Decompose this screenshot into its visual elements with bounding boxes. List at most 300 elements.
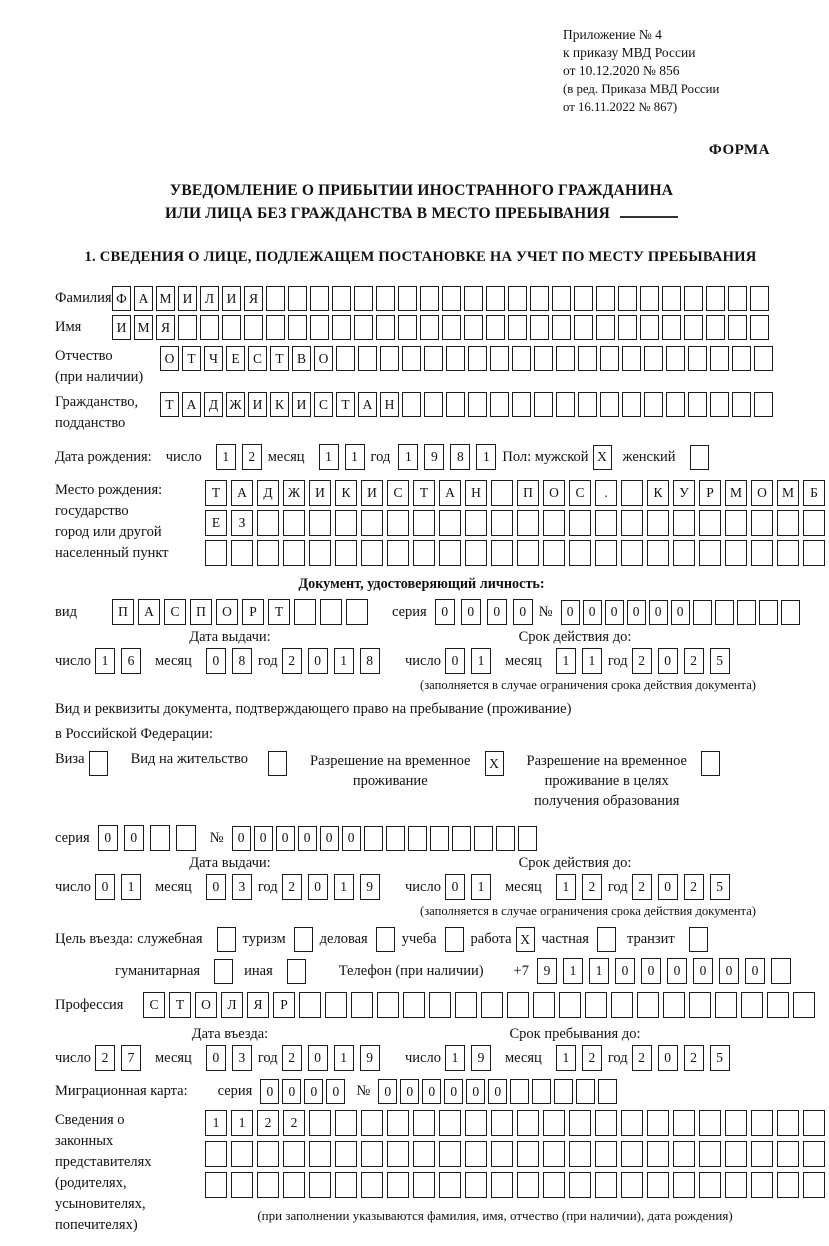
char-cell[interactable]: М bbox=[156, 286, 175, 311]
char-cell[interactable] bbox=[439, 1110, 461, 1136]
char-cell[interactable] bbox=[706, 315, 725, 340]
char-cell[interactable] bbox=[569, 1172, 591, 1198]
char-cell[interactable]: 9 bbox=[360, 874, 380, 900]
char-cell[interactable] bbox=[728, 315, 747, 340]
char-cell[interactable] bbox=[663, 992, 685, 1018]
char-cell[interactable] bbox=[424, 392, 443, 417]
char-cell[interactable]: 7 bbox=[121, 1045, 141, 1071]
char-cell[interactable] bbox=[689, 927, 708, 952]
char-cell[interactable]: Ч bbox=[204, 346, 223, 371]
char-cell[interactable]: 2 bbox=[242, 444, 262, 470]
char-cell[interactable] bbox=[442, 286, 461, 311]
char-cell[interactable] bbox=[387, 1172, 409, 1198]
char-cell[interactable]: С bbox=[143, 992, 165, 1018]
char-cell[interactable] bbox=[543, 1110, 565, 1136]
char-cell[interactable]: Р bbox=[273, 992, 295, 1018]
char-cell[interactable] bbox=[732, 346, 751, 371]
char-cell[interactable] bbox=[673, 510, 695, 536]
char-cell[interactable] bbox=[647, 510, 669, 536]
char-cell[interactable] bbox=[596, 286, 615, 311]
char-cell[interactable]: 0 bbox=[466, 1079, 485, 1104]
char-cell[interactable] bbox=[332, 286, 351, 311]
char-cell[interactable]: 5 bbox=[710, 874, 730, 900]
char-cell[interactable]: 1 bbox=[563, 958, 583, 984]
char-cell[interactable]: 0 bbox=[422, 1079, 441, 1104]
char-cell[interactable] bbox=[751, 1110, 773, 1136]
char-cell[interactable]: 0 bbox=[435, 599, 455, 625]
char-cell[interactable] bbox=[803, 540, 825, 566]
char-cell[interactable] bbox=[640, 315, 659, 340]
char-cell[interactable]: И bbox=[309, 480, 331, 506]
char-cell[interactable] bbox=[474, 826, 493, 851]
char-cell[interactable] bbox=[335, 510, 357, 536]
char-cell[interactable]: 1 bbox=[476, 444, 496, 470]
char-cell[interactable] bbox=[376, 286, 395, 311]
char-cell[interactable] bbox=[465, 1172, 487, 1198]
char-cell[interactable] bbox=[569, 1110, 591, 1136]
char-cell[interactable] bbox=[387, 510, 409, 536]
char-cell[interactable] bbox=[217, 927, 236, 952]
char-cell[interactable] bbox=[89, 751, 108, 776]
char-cell[interactable]: Р bbox=[242, 599, 264, 625]
char-cell[interactable] bbox=[595, 510, 617, 536]
char-cell[interactable] bbox=[413, 1110, 435, 1136]
char-cell[interactable] bbox=[510, 1079, 529, 1104]
char-cell[interactable]: 1 bbox=[334, 648, 354, 674]
char-cell[interactable] bbox=[439, 1172, 461, 1198]
char-cell[interactable]: 1 bbox=[582, 648, 602, 674]
char-cell[interactable] bbox=[534, 346, 553, 371]
char-cell[interactable]: Т bbox=[413, 480, 435, 506]
char-cell[interactable] bbox=[710, 392, 729, 417]
char-cell[interactable] bbox=[309, 1110, 331, 1136]
char-cell[interactable]: 1 bbox=[589, 958, 609, 984]
char-cell[interactable] bbox=[413, 1172, 435, 1198]
char-cell[interactable] bbox=[200, 315, 219, 340]
char-cell[interactable] bbox=[429, 992, 451, 1018]
char-cell[interactable]: Т bbox=[270, 346, 289, 371]
char-cell[interactable] bbox=[673, 1110, 695, 1136]
char-cell[interactable] bbox=[336, 346, 355, 371]
char-cell[interactable]: 0 bbox=[488, 1079, 507, 1104]
char-cell[interactable] bbox=[335, 1172, 357, 1198]
char-cell[interactable]: 1 bbox=[334, 1045, 354, 1071]
char-cell[interactable] bbox=[231, 1141, 253, 1167]
char-cell[interactable] bbox=[688, 346, 707, 371]
char-cell[interactable]: 0 bbox=[304, 1079, 323, 1104]
char-cell[interactable]: 9 bbox=[537, 958, 557, 984]
char-cell[interactable]: Л bbox=[221, 992, 243, 1018]
char-cell[interactable] bbox=[576, 1079, 595, 1104]
char-cell[interactable]: 2 bbox=[632, 648, 652, 674]
char-cell[interactable] bbox=[715, 992, 737, 1018]
char-cell[interactable] bbox=[445, 927, 464, 952]
char-cell[interactable]: 2 bbox=[582, 874, 602, 900]
char-cell[interactable] bbox=[534, 392, 553, 417]
char-cell[interactable] bbox=[464, 286, 483, 311]
char-cell[interactable]: Ж bbox=[226, 392, 245, 417]
char-cell[interactable]: 0 bbox=[308, 1045, 328, 1071]
char-cell[interactable] bbox=[346, 599, 368, 625]
char-cell[interactable] bbox=[424, 346, 443, 371]
char-cell[interactable]: 0 bbox=[583, 600, 602, 625]
char-cell[interactable] bbox=[205, 1172, 227, 1198]
char-cell[interactable] bbox=[552, 286, 571, 311]
char-cell[interactable] bbox=[621, 480, 643, 506]
char-cell[interactable]: И bbox=[248, 392, 267, 417]
char-cell[interactable]: Ф bbox=[112, 286, 131, 311]
char-cell[interactable] bbox=[413, 540, 435, 566]
char-cell[interactable] bbox=[621, 1141, 643, 1167]
char-cell[interactable] bbox=[647, 1141, 669, 1167]
char-cell[interactable]: 2 bbox=[684, 874, 704, 900]
char-cell[interactable] bbox=[569, 510, 591, 536]
char-cell[interactable] bbox=[596, 315, 615, 340]
char-cell[interactable]: У bbox=[673, 480, 695, 506]
char-cell[interactable] bbox=[803, 1110, 825, 1136]
char-cell[interactable] bbox=[496, 826, 515, 851]
char-cell[interactable]: И bbox=[178, 286, 197, 311]
char-cell[interactable] bbox=[725, 510, 747, 536]
char-cell[interactable] bbox=[777, 510, 799, 536]
char-cell[interactable]: 0 bbox=[308, 874, 328, 900]
char-cell[interactable] bbox=[512, 346, 531, 371]
char-cell[interactable] bbox=[309, 1141, 331, 1167]
char-cell[interactable] bbox=[413, 510, 435, 536]
char-cell[interactable]: 0 bbox=[400, 1079, 419, 1104]
char-cell[interactable]: Т bbox=[205, 480, 227, 506]
char-cell[interactable]: 0 bbox=[276, 826, 295, 851]
char-cell[interactable]: О bbox=[543, 480, 565, 506]
char-cell[interactable] bbox=[662, 315, 681, 340]
char-cell[interactable] bbox=[517, 540, 539, 566]
char-cell[interactable] bbox=[268, 751, 287, 776]
char-cell[interactable]: 1 bbox=[121, 874, 141, 900]
char-cell[interactable]: В bbox=[292, 346, 311, 371]
char-cell[interactable] bbox=[754, 346, 773, 371]
char-cell[interactable] bbox=[597, 927, 616, 952]
char-cell[interactable] bbox=[309, 510, 331, 536]
char-cell[interactable] bbox=[376, 927, 395, 952]
char-cell[interactable] bbox=[767, 992, 789, 1018]
char-cell[interactable]: П bbox=[112, 599, 134, 625]
char-cell[interactable]: 0 bbox=[206, 648, 226, 674]
char-cell[interactable]: М bbox=[777, 480, 799, 506]
char-cell[interactable] bbox=[439, 510, 461, 536]
char-cell[interactable] bbox=[288, 315, 307, 340]
char-cell[interactable] bbox=[465, 1141, 487, 1167]
char-cell[interactable] bbox=[320, 599, 342, 625]
char-cell[interactable] bbox=[751, 510, 773, 536]
char-cell[interactable]: Т bbox=[169, 992, 191, 1018]
char-cell[interactable] bbox=[621, 1172, 643, 1198]
char-cell[interactable]: 0 bbox=[254, 826, 273, 851]
char-cell[interactable]: 2 bbox=[684, 1045, 704, 1071]
char-cell[interactable]: 1 bbox=[556, 1045, 576, 1071]
char-cell[interactable] bbox=[574, 286, 593, 311]
char-cell[interactable]: О bbox=[751, 480, 773, 506]
char-cell[interactable]: 1 bbox=[231, 1110, 253, 1136]
char-cell[interactable] bbox=[486, 286, 505, 311]
char-cell[interactable] bbox=[465, 510, 487, 536]
char-cell[interactable] bbox=[725, 1172, 747, 1198]
char-cell[interactable] bbox=[490, 392, 509, 417]
char-cell[interactable] bbox=[689, 992, 711, 1018]
char-cell[interactable] bbox=[288, 286, 307, 311]
char-cell[interactable] bbox=[377, 992, 399, 1018]
char-cell[interactable] bbox=[803, 1141, 825, 1167]
char-cell[interactable] bbox=[205, 540, 227, 566]
char-cell[interactable]: 2 bbox=[582, 1045, 602, 1071]
char-cell[interactable] bbox=[176, 825, 196, 851]
char-cell[interactable] bbox=[439, 1141, 461, 1167]
char-cell[interactable] bbox=[446, 346, 465, 371]
char-cell[interactable] bbox=[543, 510, 565, 536]
char-cell[interactable]: 0 bbox=[232, 826, 251, 851]
char-cell[interactable]: А bbox=[231, 480, 253, 506]
char-cell[interactable]: С bbox=[387, 480, 409, 506]
char-cell[interactable] bbox=[543, 1172, 565, 1198]
char-cell[interactable] bbox=[622, 346, 641, 371]
char-cell[interactable] bbox=[266, 315, 285, 340]
char-cell[interactable] bbox=[420, 315, 439, 340]
char-cell[interactable] bbox=[361, 510, 383, 536]
char-cell[interactable] bbox=[464, 315, 483, 340]
char-cell[interactable]: 1 bbox=[471, 874, 491, 900]
char-cell[interactable] bbox=[465, 1110, 487, 1136]
char-cell[interactable]: 0 bbox=[658, 648, 678, 674]
char-cell[interactable] bbox=[725, 540, 747, 566]
char-cell[interactable] bbox=[777, 540, 799, 566]
char-cell[interactable] bbox=[732, 392, 751, 417]
char-cell[interactable]: 0 bbox=[745, 958, 765, 984]
char-cell[interactable] bbox=[693, 600, 712, 625]
char-cell[interactable] bbox=[554, 1079, 573, 1104]
char-cell[interactable] bbox=[530, 286, 549, 311]
char-cell[interactable] bbox=[530, 315, 549, 340]
char-cell[interactable] bbox=[491, 540, 513, 566]
char-cell[interactable] bbox=[517, 1141, 539, 1167]
char-cell[interactable] bbox=[439, 540, 461, 566]
char-cell[interactable]: М bbox=[725, 480, 747, 506]
char-cell[interactable] bbox=[666, 346, 685, 371]
char-cell[interactable] bbox=[803, 1172, 825, 1198]
char-cell[interactable]: Т bbox=[182, 346, 201, 371]
char-cell[interactable]: О bbox=[314, 346, 333, 371]
char-cell[interactable] bbox=[751, 1172, 773, 1198]
char-cell[interactable]: И bbox=[222, 286, 241, 311]
char-cell[interactable] bbox=[618, 315, 637, 340]
char-cell[interactable] bbox=[640, 286, 659, 311]
char-cell[interactable] bbox=[793, 992, 815, 1018]
char-cell[interactable]: А bbox=[439, 480, 461, 506]
char-cell[interactable] bbox=[214, 959, 233, 984]
char-cell[interactable] bbox=[387, 540, 409, 566]
char-cell[interactable]: 9 bbox=[424, 444, 444, 470]
char-cell[interactable]: 0 bbox=[658, 874, 678, 900]
char-cell[interactable] bbox=[598, 1079, 617, 1104]
char-cell[interactable] bbox=[684, 286, 703, 311]
char-cell[interactable]: 2 bbox=[632, 1045, 652, 1071]
char-cell[interactable] bbox=[777, 1110, 799, 1136]
char-cell[interactable]: 8 bbox=[360, 648, 380, 674]
char-cell[interactable]: 0 bbox=[124, 825, 144, 851]
char-cell[interactable]: К bbox=[335, 480, 357, 506]
char-cell[interactable] bbox=[294, 927, 313, 952]
char-cell[interactable]: 1 bbox=[205, 1110, 227, 1136]
char-cell[interactable] bbox=[600, 392, 619, 417]
char-cell[interactable] bbox=[673, 540, 695, 566]
char-cell[interactable] bbox=[442, 315, 461, 340]
char-cell[interactable] bbox=[751, 1141, 773, 1167]
char-cell[interactable] bbox=[299, 992, 321, 1018]
char-cell[interactable]: 2 bbox=[282, 648, 302, 674]
char-cell[interactable] bbox=[644, 392, 663, 417]
char-cell[interactable] bbox=[468, 392, 487, 417]
char-cell[interactable] bbox=[481, 992, 503, 1018]
char-cell[interactable] bbox=[452, 826, 471, 851]
char-cell[interactable] bbox=[491, 1172, 513, 1198]
char-cell[interactable] bbox=[335, 540, 357, 566]
char-cell[interactable]: 9 bbox=[471, 1045, 491, 1071]
char-cell[interactable]: 1 bbox=[471, 648, 491, 674]
char-cell[interactable] bbox=[364, 826, 383, 851]
char-cell[interactable] bbox=[595, 540, 617, 566]
char-cell[interactable] bbox=[781, 600, 800, 625]
char-cell[interactable] bbox=[361, 1172, 383, 1198]
char-cell[interactable] bbox=[430, 826, 449, 851]
char-cell[interactable] bbox=[688, 392, 707, 417]
char-cell[interactable] bbox=[325, 992, 347, 1018]
char-cell[interactable] bbox=[728, 286, 747, 311]
char-cell[interactable] bbox=[361, 1110, 383, 1136]
char-cell[interactable] bbox=[387, 1141, 409, 1167]
char-cell[interactable]: X bbox=[485, 751, 504, 776]
char-cell[interactable]: А bbox=[138, 599, 160, 625]
char-cell[interactable] bbox=[332, 315, 351, 340]
char-cell[interactable]: С bbox=[314, 392, 333, 417]
char-cell[interactable]: П bbox=[517, 480, 539, 506]
char-cell[interactable] bbox=[706, 286, 725, 311]
char-cell[interactable] bbox=[310, 286, 329, 311]
char-cell[interactable]: К bbox=[270, 392, 289, 417]
char-cell[interactable]: 0 bbox=[649, 600, 668, 625]
char-cell[interactable] bbox=[257, 1141, 279, 1167]
char-cell[interactable] bbox=[699, 1110, 721, 1136]
char-cell[interactable]: К bbox=[647, 480, 669, 506]
char-cell[interactable] bbox=[465, 540, 487, 566]
char-cell[interactable] bbox=[508, 286, 527, 311]
char-cell[interactable] bbox=[150, 825, 170, 851]
char-cell[interactable] bbox=[741, 992, 763, 1018]
char-cell[interactable] bbox=[699, 540, 721, 566]
char-cell[interactable] bbox=[310, 315, 329, 340]
char-cell[interactable]: Т bbox=[268, 599, 290, 625]
char-cell[interactable]: 2 bbox=[632, 874, 652, 900]
char-cell[interactable] bbox=[257, 1172, 279, 1198]
char-cell[interactable] bbox=[309, 540, 331, 566]
char-cell[interactable]: 1 bbox=[556, 648, 576, 674]
char-cell[interactable]: Е bbox=[205, 510, 227, 536]
char-cell[interactable] bbox=[647, 540, 669, 566]
char-cell[interactable] bbox=[491, 1141, 513, 1167]
char-cell[interactable] bbox=[361, 1141, 383, 1167]
char-cell[interactable] bbox=[335, 1110, 357, 1136]
char-cell[interactable] bbox=[600, 346, 619, 371]
char-cell[interactable] bbox=[486, 315, 505, 340]
char-cell[interactable] bbox=[386, 826, 405, 851]
char-cell[interactable] bbox=[543, 540, 565, 566]
char-cell[interactable] bbox=[283, 540, 305, 566]
char-cell[interactable]: 0 bbox=[513, 599, 533, 625]
char-cell[interactable] bbox=[578, 346, 597, 371]
char-cell[interactable] bbox=[244, 315, 263, 340]
char-cell[interactable]: Н bbox=[380, 392, 399, 417]
char-cell[interactable] bbox=[556, 392, 575, 417]
char-cell[interactable] bbox=[518, 826, 537, 851]
char-cell[interactable]: X bbox=[516, 927, 535, 952]
char-cell[interactable] bbox=[283, 1141, 305, 1167]
char-cell[interactable] bbox=[578, 392, 597, 417]
char-cell[interactable]: А bbox=[358, 392, 377, 417]
char-cell[interactable] bbox=[376, 315, 395, 340]
char-cell[interactable] bbox=[309, 1172, 331, 1198]
char-cell[interactable]: 0 bbox=[206, 1045, 226, 1071]
char-cell[interactable]: . bbox=[595, 480, 617, 506]
char-cell[interactable]: 0 bbox=[487, 599, 507, 625]
char-cell[interactable] bbox=[647, 1172, 669, 1198]
char-cell[interactable]: С bbox=[569, 480, 591, 506]
char-cell[interactable]: 1 bbox=[445, 1045, 465, 1071]
char-cell[interactable]: Я bbox=[244, 286, 263, 311]
char-cell[interactable]: 1 bbox=[398, 444, 418, 470]
char-cell[interactable]: М bbox=[134, 315, 153, 340]
char-cell[interactable] bbox=[754, 392, 773, 417]
char-cell[interactable] bbox=[710, 346, 729, 371]
char-cell[interactable] bbox=[508, 315, 527, 340]
char-cell[interactable]: 1 bbox=[216, 444, 236, 470]
char-cell[interactable]: 1 bbox=[334, 874, 354, 900]
char-cell[interactable] bbox=[507, 992, 529, 1018]
char-cell[interactable] bbox=[595, 1110, 617, 1136]
char-cell[interactable] bbox=[294, 599, 316, 625]
char-cell[interactable]: X bbox=[593, 445, 612, 470]
char-cell[interactable]: 2 bbox=[257, 1110, 279, 1136]
char-cell[interactable] bbox=[491, 1110, 513, 1136]
char-cell[interactable]: 0 bbox=[671, 600, 690, 625]
char-cell[interactable] bbox=[552, 315, 571, 340]
char-cell[interactable] bbox=[205, 1141, 227, 1167]
char-cell[interactable] bbox=[257, 540, 279, 566]
char-cell[interactable]: И bbox=[112, 315, 131, 340]
char-cell[interactable]: 8 bbox=[450, 444, 470, 470]
char-cell[interactable]: Б bbox=[803, 480, 825, 506]
char-cell[interactable]: 0 bbox=[719, 958, 739, 984]
char-cell[interactable]: 0 bbox=[561, 600, 580, 625]
char-cell[interactable]: 2 bbox=[95, 1045, 115, 1071]
char-cell[interactable]: И bbox=[361, 480, 383, 506]
char-cell[interactable] bbox=[803, 510, 825, 536]
char-cell[interactable] bbox=[517, 1172, 539, 1198]
char-cell[interactable]: Н bbox=[465, 480, 487, 506]
char-cell[interactable]: 3 bbox=[232, 874, 252, 900]
char-cell[interactable]: 1 bbox=[556, 874, 576, 900]
char-cell[interactable]: 0 bbox=[378, 1079, 397, 1104]
char-cell[interactable] bbox=[351, 992, 373, 1018]
char-cell[interactable] bbox=[699, 510, 721, 536]
char-cell[interactable] bbox=[398, 286, 417, 311]
char-cell[interactable] bbox=[725, 1110, 747, 1136]
